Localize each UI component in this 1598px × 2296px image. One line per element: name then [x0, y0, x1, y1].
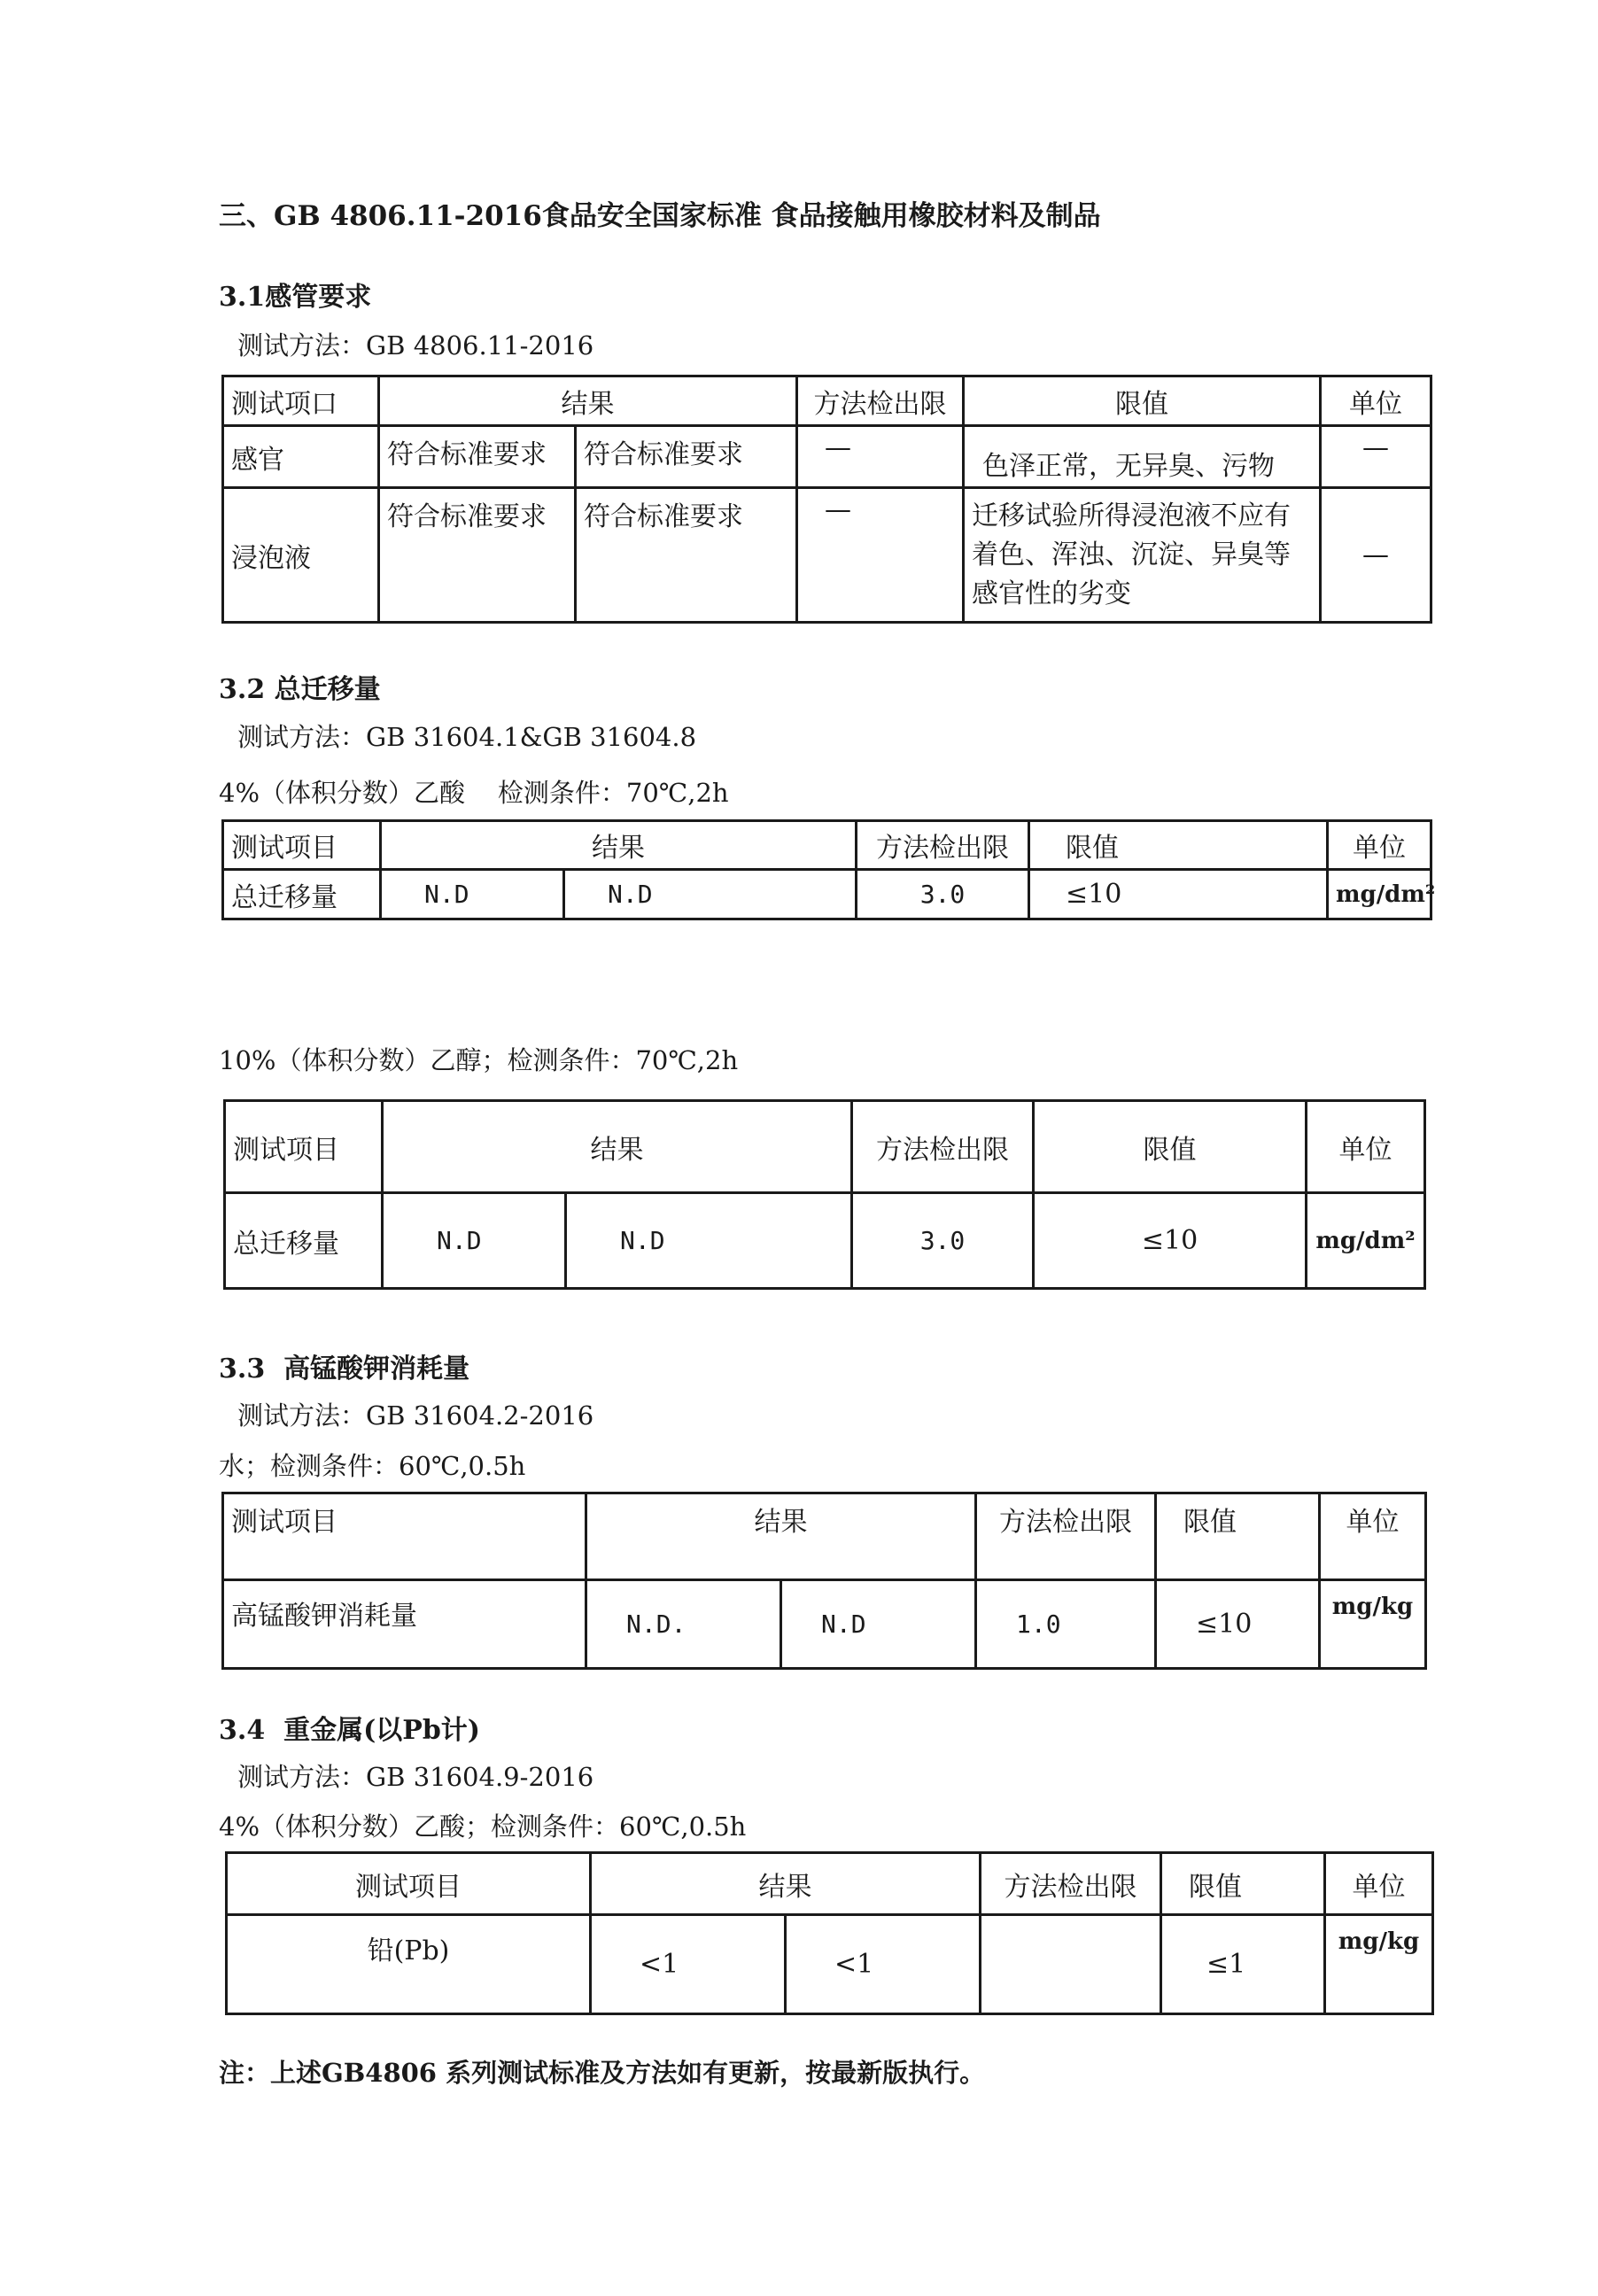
cell-item: 铅(Pb): [227, 1915, 591, 2014]
cell-result-2: 符合标准要求: [576, 488, 797, 623]
cell-result-2: N.D: [781, 1580, 976, 1669]
cell-item: 高锰酸钾消耗量: [223, 1580, 586, 1669]
page-heading: 三、GB 4806.11-2016食品安全国家标准 食品接触用橡胶材料及制品: [219, 200, 1101, 232]
section-3-4-condition: 4%（体积分数）乙酸；检测条件：60℃,0.5h: [219, 1811, 747, 1842]
cell-item: 浸泡液: [223, 488, 379, 623]
section-3-3-title: 3.3 高锰酸钾消耗量: [219, 1354, 470, 1385]
cell-unit: —: [1321, 426, 1431, 488]
cell-result-1: <1: [591, 1915, 786, 2014]
cell-detection-limit: —: [797, 426, 964, 488]
section-3-4-method: 测试方法：GB 31604.9-2016: [237, 1762, 594, 1792]
table-row: [223, 488, 1431, 623]
cell-result-1: 符合标准要求: [379, 488, 576, 623]
cell-result-2: N.D: [564, 870, 857, 919]
limit-line-2: 着色、浑浊、沉淀、异臭等: [972, 539, 1291, 570]
cell-result-2: N.D: [566, 1193, 852, 1289]
header-limit: 限值: [1156, 1493, 1320, 1580]
cell-result-1: 符合标准要求: [379, 426, 576, 488]
cell-limit: ≤10: [1029, 870, 1328, 919]
cell-item: 总迁移量: [223, 870, 381, 919]
table-row: [223, 426, 1431, 488]
section-3-4-title: 3.4 重金属(以Pb计): [219, 1715, 481, 1746]
cell-result-2: 符合标准要求: [576, 426, 797, 488]
cell-detection-limit: —: [797, 488, 964, 623]
header-result: 结果: [586, 1493, 976, 1580]
cell-detection-limit: [981, 1915, 1161, 2014]
header-test-item: 测试项目: [225, 1101, 383, 1193]
header-unit: 单位: [1307, 1101, 1425, 1193]
cell-limit: ≤10: [1034, 1193, 1307, 1289]
header-result: 结果: [383, 1101, 852, 1193]
table-row: [223, 1580, 1426, 1669]
footnote: 注：上述GB4806 系列测试标准及方法如有更新，按最新版执行。: [219, 2058, 986, 2088]
cell-result-1: N.D.: [586, 1580, 781, 1669]
cell-result-1: N.D: [383, 1193, 566, 1289]
header-test-item: 测试项目: [223, 821, 381, 870]
migration-table-acetic: [221, 819, 1436, 920]
cell-item: 感官: [223, 426, 379, 488]
header-detection-limit: 方法检出限: [852, 1101, 1034, 1193]
cell-detection-limit: 3.0: [857, 870, 1029, 919]
cell-unit: mg/kg: [1320, 1580, 1426, 1669]
limit-line-3: 感官性的劣变: [972, 578, 1131, 609]
header-result: 结果: [591, 1853, 981, 1915]
cell-limit: ≤1: [1161, 1915, 1325, 2014]
header-test-item: 测试项目: [223, 1493, 586, 1580]
cell-result-1: N.D: [381, 870, 564, 919]
header-detection-limit: 方法检出限: [981, 1853, 1161, 1915]
limit-line-1: 迁移试验所得浸泡液不应有: [972, 500, 1291, 531]
cell-unit: mg/dm²: [1307, 1193, 1425, 1289]
section-3-2-title: 3.2 总迁移量: [219, 674, 381, 705]
cell-limit: [964, 488, 1321, 623]
section-3-2-method: 测试方法：GB 31604.1&GB 31604.8: [237, 722, 697, 752]
cell-unit: mg/kg: [1325, 1915, 1433, 2014]
section-3-3-method: 测试方法：GB 31604.2-2016: [237, 1400, 594, 1431]
migration-table-ethanol: [223, 1099, 1426, 1290]
header-result: 结果: [381, 821, 857, 870]
heavy-metal-table: [225, 1851, 1434, 2015]
table-row: [225, 1193, 1425, 1289]
cell-result-2: <1: [786, 1915, 981, 2014]
cell-detection-limit: 1.0: [976, 1580, 1156, 1669]
header-unit: 单位: [1320, 1493, 1426, 1580]
cell-unit: —: [1321, 488, 1431, 623]
header-detection-limit: 方法检出限: [797, 376, 964, 426]
permanganate-table: [221, 1492, 1427, 1670]
section-3-2-condition-2: 10%（体积分数）乙醇；检测条件：70℃,2h: [219, 1045, 739, 1075]
cell-limit: ≤10: [1156, 1580, 1320, 1669]
header-result: 结果: [379, 376, 797, 426]
header-unit: 单位: [1321, 376, 1431, 426]
header-detection-limit: 方法检出限: [976, 1493, 1156, 1580]
cell-limit: 色泽正常，无异臭、污物: [964, 426, 1321, 488]
header-detection-limit: 方法检出限: [857, 821, 1029, 870]
header-unit: 单位: [1328, 821, 1431, 870]
header-test-item: 测试项口: [223, 376, 379, 426]
section-3-3-condition: 水；检测条件：60℃,0.5h: [219, 1451, 526, 1481]
cell-unit: mg/dm²: [1328, 870, 1431, 919]
section-3-1-title: 3.1感管要求: [219, 282, 372, 313]
header-limit: 限值: [1161, 1853, 1325, 1915]
header-unit: 单位: [1325, 1853, 1433, 1915]
cell-item: 总迁移量: [225, 1193, 383, 1289]
table-row: [223, 870, 1431, 919]
section-3-2-condition-1: 4%（体积分数）乙酸 检测条件：70℃,2h: [219, 778, 729, 808]
sensory-table: [221, 375, 1432, 624]
header-limit: 限值: [964, 376, 1321, 426]
table-row: [227, 1915, 1433, 2014]
header-limit: 限值: [1029, 821, 1328, 870]
header-limit: 限值: [1034, 1101, 1307, 1193]
cell-detection-limit: 3.0: [852, 1193, 1034, 1289]
header-test-item: 测试项目: [227, 1853, 591, 1915]
section-3-1-method: 测试方法：GB 4806.11-2016: [237, 330, 594, 361]
